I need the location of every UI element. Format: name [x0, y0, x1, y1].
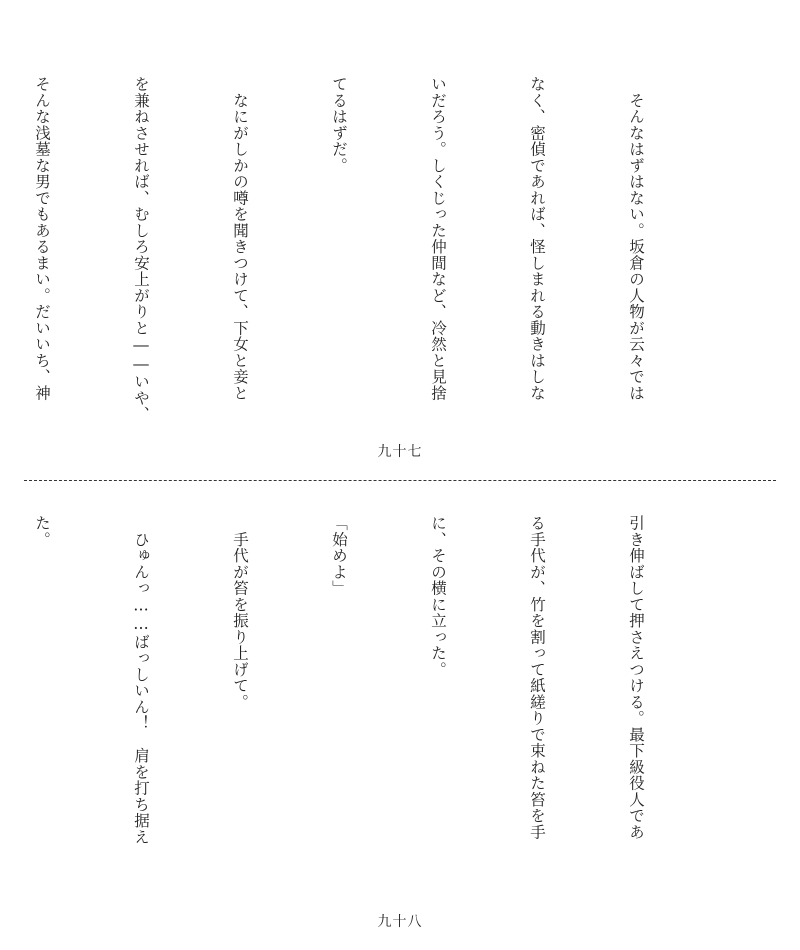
text-column: いだろう。しくじった仲間など、冷然と見捨	[429, 76, 447, 401]
text-column: てるはずだ。	[330, 76, 348, 174]
text-column: 引き伸ばして押さえつける。最下級役人であ	[627, 515, 645, 840]
text-column: なく、密偵であれば、怪しまれる動きはしな	[528, 76, 546, 401]
text-column: を兼ねさせれば、むしろ安上がりと――いや、	[132, 76, 150, 423]
page-97	[0, 0, 800, 470]
page-98-text	[33, 515, 718, 855]
page-number: 九十八	[377, 914, 423, 930]
text-column: そんなはずはない。坂倉の人物が云々では	[627, 76, 645, 401]
text-column: る手代が、竹を割って紙縒りで束ねた笞を手	[528, 515, 546, 840]
page-divider	[24, 480, 776, 481]
text-column: そんな浅墓な男でもあるまい。だいいち、神	[33, 76, 51, 401]
text-column: た。	[33, 515, 51, 548]
page-number: 九十七	[377, 444, 423, 460]
text-column: なにがしかの噂を聞きつけて、下女と妾と	[231, 76, 249, 401]
text-column: ひゅんっ……ばっしいん！ 肩を打ち据え	[132, 515, 150, 845]
text-column: に、その横に立った。	[429, 515, 447, 678]
text-column: 手代が笞を振り上げて。	[231, 515, 249, 710]
page-98	[0, 490, 800, 950]
text-column: 「始めよ」	[330, 515, 348, 597]
page-97-text	[33, 76, 718, 423]
